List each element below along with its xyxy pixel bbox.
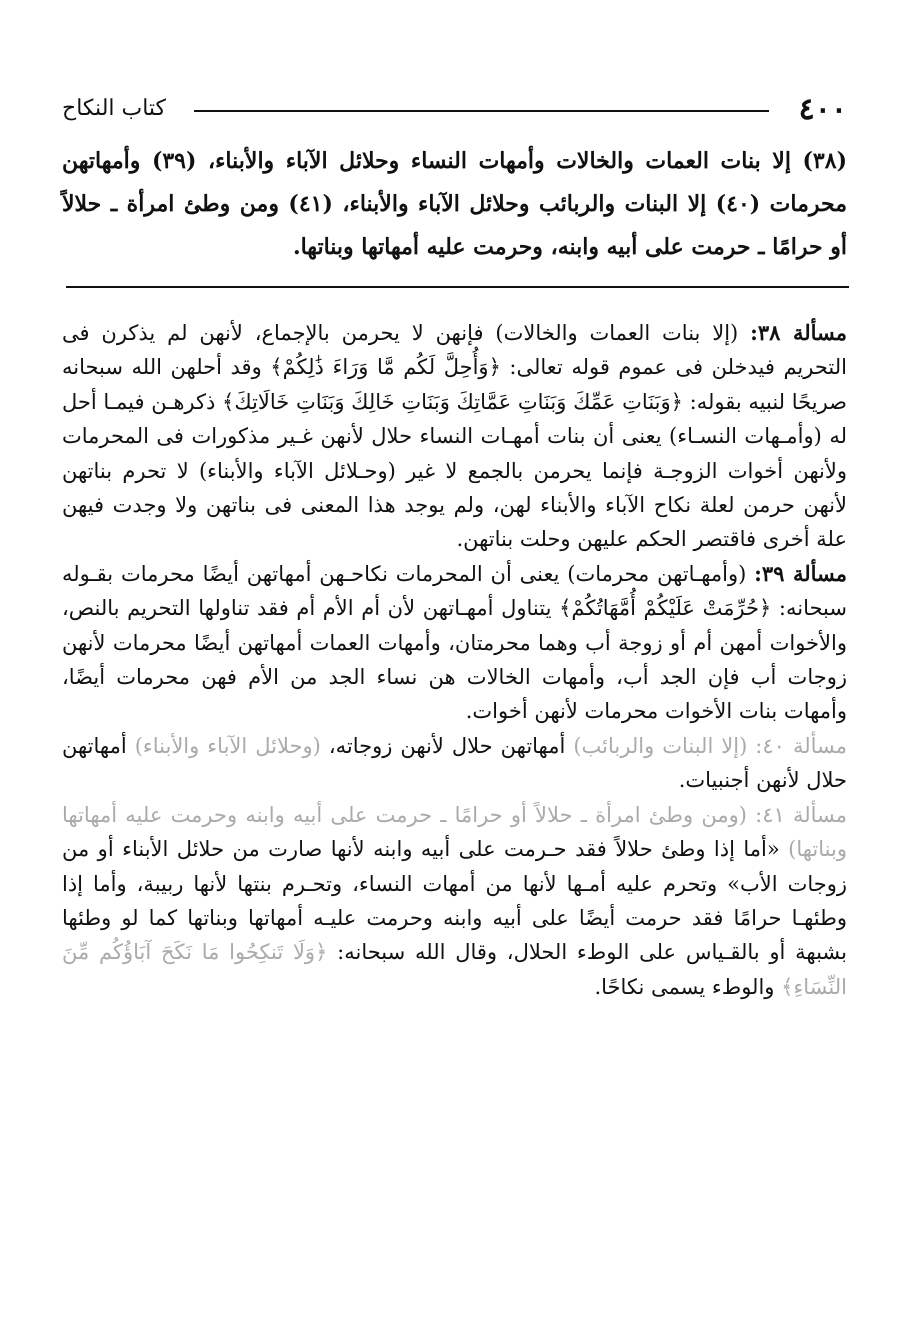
paragraph-text: أمهاتهن حلال لأنهن أجنبيات.: [62, 733, 847, 793]
commentary-paragraph: [62, 729, 847, 798]
page-header: [62, 92, 847, 132]
header-rule: [194, 110, 769, 112]
paragraph-text: والوطء يسمى نكاحًا.: [594, 974, 782, 999]
paragraph-text: (إلا بنات العمات والخالات) فإنهن لا يحرمن بالإجماع، لأنهن لم يذكرن فى التحريم فيدخلن فى عموم قوله تعالى: ﴿وَأُحِلَّ لَكُم مَّا وَرَاءَ ذَٰلِكُمْ﴾ وقد أحلهن الله سبحانه صريحًا لنبيه بقوله: ﴿وَبَنَاتِ عَمِّكَ وَبَنَاتِ عَمَّاتِكَ وَبَنَاتِ خَالِكَ وَبَنَاتِ خَالَاتِكَ﴾ ذكرهـن فيمـا أحل له (وأمـهات النسـاء) يعنى أن بنات أمهـات النساء حلال لأنهن غـير مذكورات فى المحرمات ولأنهن أخوات الزوجـة فإنما يحرمن بالجمع لا غير (وحـلائل الآباء والأبناء) لا تحرم بناتهن لأنهن حرمن لعلة نكاح الآباء والأبناء لهن، ولم يوجد هذا المعنى فى بناتهن ولا وجدت فيهن علة أخرى فاقتصر الحكم عليهن وحلت بناتهن.: [62, 321, 847, 552]
paragraph-text: (وأمهـاتهن محرمات) يعنى أن المحرمات نكاحـهن أمهاتهن أيضًا محرمات بقـوله سبحانه: ﴿حُرِّمَتْ عَلَيْكُمْ أُمَّهَاتُكُمْ﴾ يتناول أمهـاتهن لأن أم الأم أم فقد تناولها التحريم بالنص، والأخوات أمهن أم أو زوجة أب وهما محرمتان، وأمهات العمات أمهاتهن أيضًا محرمات لأنهن زوجات أب فإن الجد أب، وأمهات الخالات هن نساء الجد من الأم فهن محرمات أيضًا، وأمهات بنات الأخوات محرمات لأنهن أخوات.: [62, 561, 847, 724]
running-title: كتاب النكاح: [62, 96, 167, 121]
commentary-paragraph: [62, 798, 847, 1004]
commentary-block: [62, 316, 847, 1004]
faded-issue-heading: مسألة ٤٠: (إلا البنات والربائب): [573, 733, 847, 758]
main-text-block: [62, 140, 847, 269]
page-number: ٤٠٠: [798, 92, 847, 127]
commentary-paragraph: [62, 557, 847, 729]
paragraph-text: «أما إذا وطئ حلالاً فقد حـرمت على أبيه وابنه لأنها صارت من حلائل الأبناء أو من زوجات الأب» وتحرم عليه أمـها لأنها من أمهات النساء، وتحـرم بنتها لأنها ربيبة، وأما إذا وطئهـا حرامًا فقد حرمت أيضًا على أبيه وابنه وحرمت عليـه أمهاتها وبناتها كما لو وطئها بشبهة أو بالقـياس على الوطء الحلال، وقال الله سبحانه:: [62, 837, 847, 965]
issue-label: مسألة ٣٨:: [750, 320, 847, 345]
section-divider: [66, 286, 849, 288]
commentary-paragraph: [62, 316, 847, 557]
issue-label: مسألة ٣٩:: [754, 560, 847, 586]
faded-issue-heading: مسألة ٤١: (ومن وطئ امرأة ـ حلالاً أو حرامًا ـ حرمت على أبيه وابنه وحرمت عليه أمهاتها وبناتها): [62, 802, 848, 862]
main-text: (٣٨) إلا بنات العمات والخالات وأمهات النساء وحلائل الآباء والأبناء، (٣٩) وأمهاتهن محرمات (٤٠) إلا البنات والربائب وحلائل الآباء والأبناء، (٤١) ومن وطئ امرأة ـ حلالاً أو حرامًا ـ حرمت على أبيه وابنه، وحرمت عليه أمهاتها وبناتها.: [62, 148, 847, 260]
faded-quote: (وحلائل الآباء والأبناء): [134, 733, 321, 758]
paragraph-text: أمهاتهن حلال لأنهن زوجاته،: [320, 733, 574, 758]
faded-quran-verse: ﴿وَلَا تَنكِحُوا مَا نَكَحَ آبَاؤُكُم مِّنَ النِّسَاءِ﴾: [62, 940, 847, 999]
